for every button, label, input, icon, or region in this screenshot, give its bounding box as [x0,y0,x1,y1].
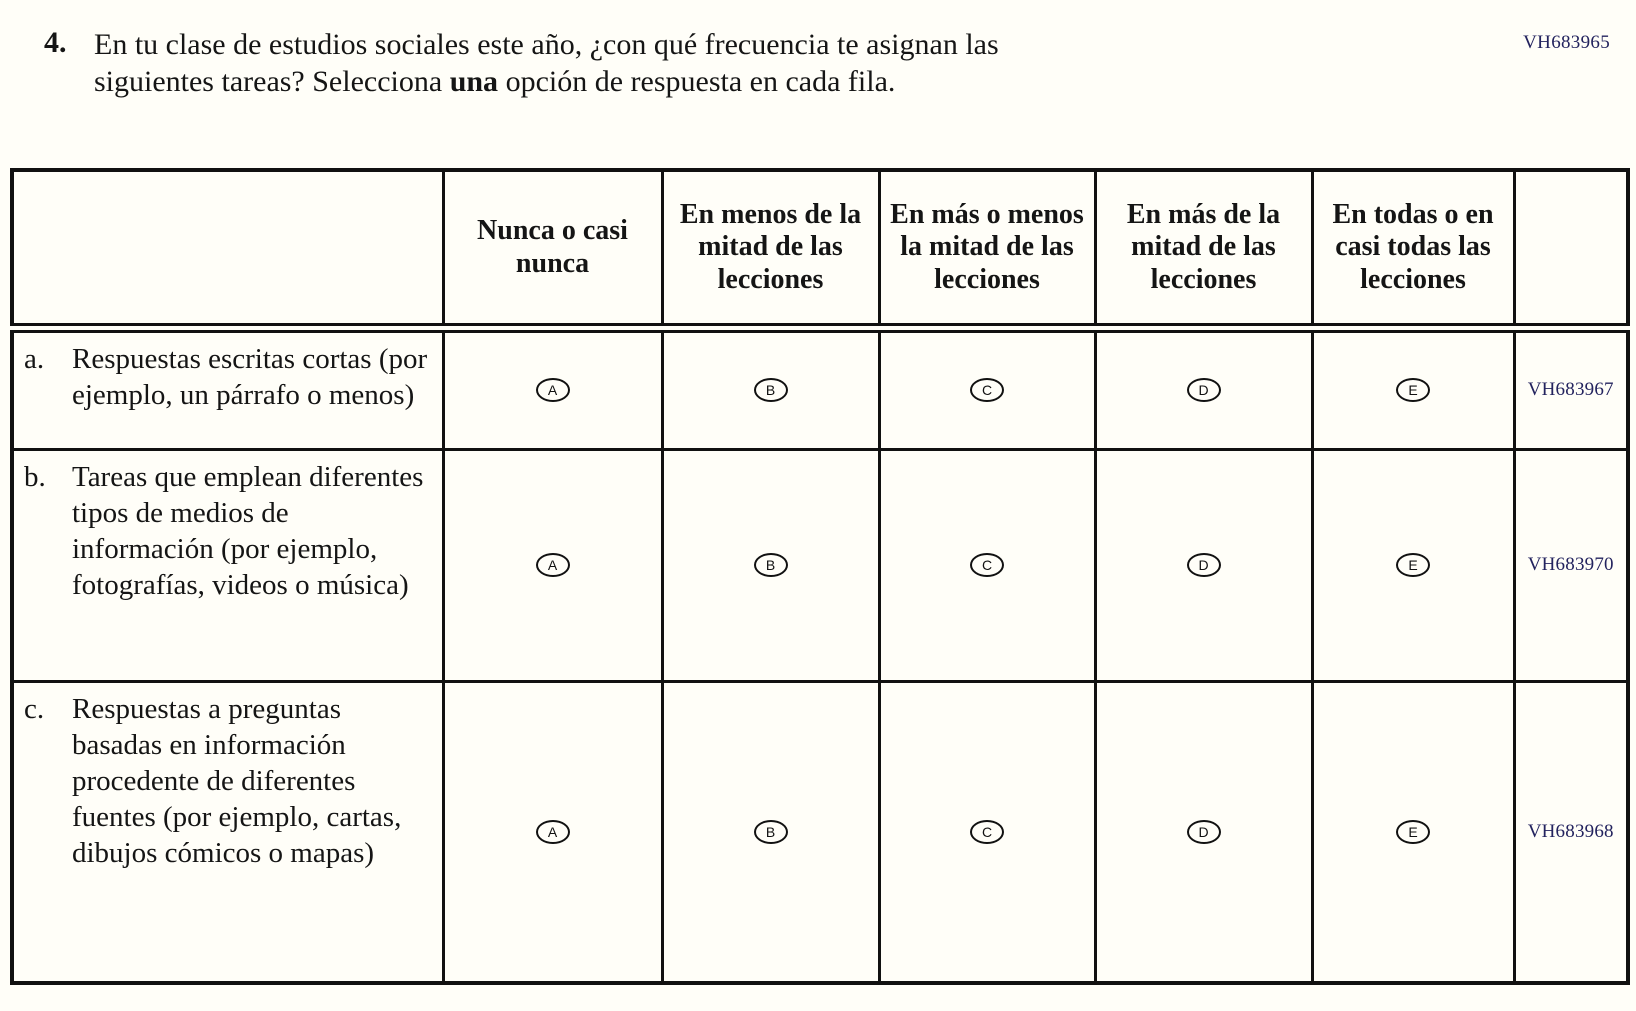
bubble-letter: A [547,823,558,840]
task-cell-a [12,328,443,449]
bubble-row-a-option-E[interactable] [1396,378,1430,402]
question-block [44,26,1636,100]
bubble-letter: D [1198,382,1209,399]
bubble-row-a-option-A[interactable] [536,378,570,402]
option-cell-c-D [1095,681,1312,983]
bubble-letter: B [765,382,776,399]
task-text-b: Tareas que emplean diferentes tipos de medios de información (por ejemplo, fotografías, videos o música) [72,460,424,601]
question-line-2-bold: una [449,65,499,98]
option-cell-b-E [1312,449,1514,681]
option-cell-a-C [879,328,1095,449]
question-text [94,26,999,100]
table-row-c [12,681,1628,983]
bubble-letter: B [765,823,776,840]
task-letter-b: b. [24,460,46,493]
task-cell-c [12,681,443,983]
table-row-a [12,328,1628,449]
column-header-mas-o-menos-mitad: En más o menos la mitad de las lecciones [879,170,1095,328]
bubble-row-c-option-C[interactable] [970,820,1004,844]
row-accession-id-c: VH683968 [1514,681,1628,983]
bubble-letter: A [547,382,558,399]
row-accession-id-a: VH683967 [1514,328,1628,449]
option-cell-a-B [662,328,879,449]
task-letter-c: c. [24,692,45,725]
bubble-row-b-option-B[interactable] [754,553,788,577]
question-line-2-post: opción de respuesta en cada fila. [498,65,896,98]
bubble-letter: C [981,382,993,399]
option-cell-b-B [662,449,879,681]
bubble-letter: E [1408,557,1418,573]
row-accession-id-b: VH683970 [1514,449,1628,681]
question-line-2 [94,63,999,100]
option-cell-b-D [1095,449,1312,681]
bubble-row-c-option-A[interactable] [536,820,570,844]
column-header-menos-mitad: En menos de la mitad de las lecciones [662,170,879,328]
option-cell-c-A [443,681,662,983]
bubble-row-a-option-C[interactable] [970,378,1004,402]
bubble-row-b-option-A[interactable] [536,553,570,577]
bubble-letter: C [981,823,993,840]
option-cell-b-A [443,449,662,681]
column-header-nunca: Nunca o casi nunca [443,170,662,328]
option-cell-c-B [662,681,879,983]
column-header-mas-de-mitad: En más de la mitad de las lecciones [1095,170,1312,328]
bubble-letter: E [1408,382,1418,399]
bubble-letter: A [547,557,558,573]
column-header-todas: En todas o en casi todas las lecciones [1312,170,1514,328]
task-cell-b [12,449,443,681]
bubble-letter: B [765,557,776,573]
option-cell-a-E [1312,328,1514,449]
table-row-b [12,449,1628,681]
bubble-row-c-option-B[interactable] [754,820,788,844]
question-number: 4. [44,26,67,59]
bubble-row-a-option-B[interactable] [754,378,788,402]
bubble-row-b-option-D[interactable] [1187,553,1221,577]
bubble-row-b-option-E[interactable] [1396,553,1430,577]
question-line-1: En tu clase de estudios sociales este año, ¿con qué frecuencia te asignan las [94,28,999,61]
option-cell-c-C [879,681,1095,983]
option-cell-b-C [879,449,1095,681]
task-text-a: Respuestas escritas cortas (por ejemplo, un párrafo o menos) [72,343,428,411]
header-empty-code-cell [1514,170,1628,328]
bubble-row-c-option-D[interactable] [1187,820,1221,844]
bubble-letter: C [981,557,993,573]
bubble-row-a-option-D[interactable] [1187,378,1221,402]
option-cell-c-E [1312,681,1514,983]
header-empty-task-cell [12,170,443,328]
task-text-c: Respuestas a preguntas basadas en información procedente de diferentes fuentes (por ejemplo, cartas, dibujos cómicos o mapas) [72,692,402,869]
bubble-letter: D [1198,823,1209,840]
question-line-2-pre: siguientes tareas? Selecciona [94,65,450,98]
bubble-row-c-option-E[interactable] [1396,820,1430,844]
frequency-matrix-table [10,168,1630,985]
bubble-letter: E [1408,823,1418,840]
bubble-letter: D [1198,557,1209,573]
header-row [12,170,1628,328]
page-accession-id: VH683965 [1523,32,1610,53]
task-letter-a: a. [24,343,45,375]
bubble-row-b-option-C[interactable] [970,553,1004,577]
option-cell-a-D [1095,328,1312,449]
option-cell-a-A [443,328,662,449]
